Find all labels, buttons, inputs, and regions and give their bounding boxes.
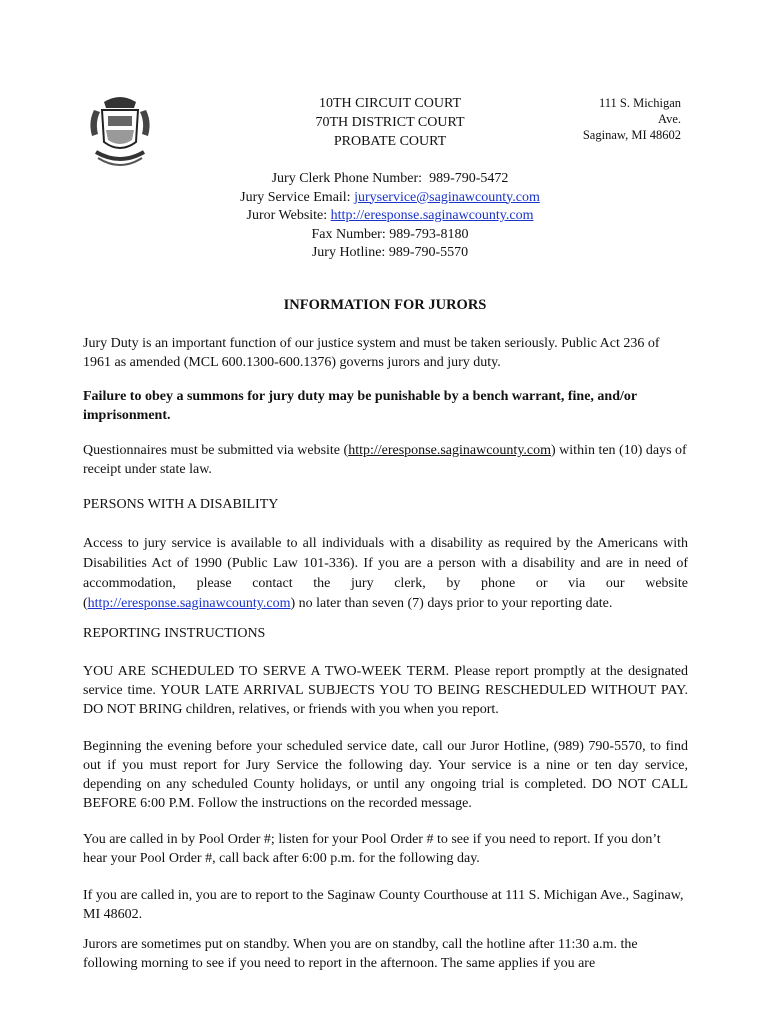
hotline-paragraph: Beginning the evening before your scheduled service date, call our Juror Hotline, (989) 790-5570, to find out if you must report for Jury Service the following day. Your service is a nine or ten day service, depending on any scheduled County holidays, or until any ongoing trial is completed. DO NOT CALL BEFORE 6:00 P.M. Follow the instructions on the recorded message.: [83, 739, 688, 811]
court-names: [290, 94, 490, 151]
court-line: 70TH DISTRICT COURT: [315, 115, 465, 130]
website-label: Juror Website:: [246, 208, 331, 223]
standby-paragraph: Jurors are sometimes put on standby. When you are on standby, call the hotline after 11:30 a.m. the following morning to see if you need to report in the afternoon. The same applies if you are: [83, 937, 638, 971]
fax-line: [150, 226, 630, 245]
questionnaire-text-after: ) within ten (10) days of receipt under state law.: [83, 443, 687, 477]
questionnaire-text-before: Questionnaires must be submitted via website (: [83, 443, 349, 458]
courthouse-paragraph: If you are called in, you are to report to the Saginaw County Courthouse at 111 S. Michigan Ave., Saginaw, MI 48602.: [83, 888, 684, 922]
disability-text-before: Access to jury service is available to all individuals with a disability as required by the Americans with Disabilities Act of 1990 (Public Law 101-336). If you are a person with a disability and are in need of accommodation, please contact the jury clerk, by phone or via our website (: [83, 536, 688, 611]
hotline-line: [150, 244, 630, 263]
intro-paragraph: Jury Duty is an important function of our justice system and must be taken seriously. Public Act 236 of 1961 as amended (MCL 600.1300-600.1376) governs jurors and jury duty.: [83, 336, 660, 370]
phone-number: 989-790-5472: [429, 171, 509, 186]
fax-number: 989-793-8180: [389, 226, 469, 242]
questionnaire-website-link[interactable]: http://eresponse.saginawcounty.com: [348, 443, 552, 458]
hotline-label: Jury Hotline:: [311, 245, 389, 260]
court-line: PROBATE COURT: [333, 134, 447, 149]
hotline-number: 989-790-5570: [388, 245, 469, 260]
fax-label: Fax Number:: [311, 226, 390, 242]
court-address: [560, 95, 681, 143]
phone-line: [150, 170, 630, 189]
disability-text-after: ) no later than seven (7) days prior to your reporting date.: [290, 596, 613, 611]
disability-website-link[interactable]: http://eresponse.saginawcounty.com: [87, 596, 291, 611]
section-heading-disability: PERSONS WITH A DISABILITY: [83, 497, 279, 512]
address-line: Saginaw, MI 48602: [582, 128, 681, 142]
pool-order-paragraph: You are called in by Pool Order #; listen for your Pool Order # to see if you need to report. If you don’t hear your Pool Order #, call back after 6:00 p.m. for the following day.: [83, 832, 661, 866]
phone-label: Jury Clerk Phone Number:: [271, 171, 430, 186]
email-link[interactable]: juryservice@saginawcounty.com: [354, 189, 540, 205]
court-line: 10TH CIRCUIT COURT: [318, 96, 462, 111]
website-line: [150, 207, 630, 226]
website-link[interactable]: http://eresponse.saginawcounty.com: [330, 208, 534, 223]
contact-info: [150, 170, 630, 263]
county-seal-icon: [84, 92, 156, 174]
email-line: [150, 189, 630, 208]
section-heading-reporting: REPORTING INSTRUCTIONS: [83, 626, 266, 641]
warning-paragraph: Failure to obey a summons for jury duty may be punishable by a bench warrant, fine, and/or imprisonment.: [83, 389, 637, 423]
email-label: Jury Service Email:: [240, 189, 355, 205]
disability-paragraph: [83, 534, 688, 614]
questionnaire-paragraph: [83, 441, 688, 479]
address-line: Ave.: [657, 112, 681, 126]
address-line: 111 S. Michigan: [598, 96, 681, 110]
term-paragraph: YOU ARE SCHEDULED TO SERVE A TWO-WEEK TERM. Please report promptly at the designated service time. YOUR LATE ARRIVAL SUBJECTS YOU TO BEING RESCHEDULED WITHOUT PAY. DO NOT BRING children, relatives, or friends with you when you report.: [83, 664, 688, 717]
page-title: INFORMATION FOR JURORS: [283, 297, 487, 313]
